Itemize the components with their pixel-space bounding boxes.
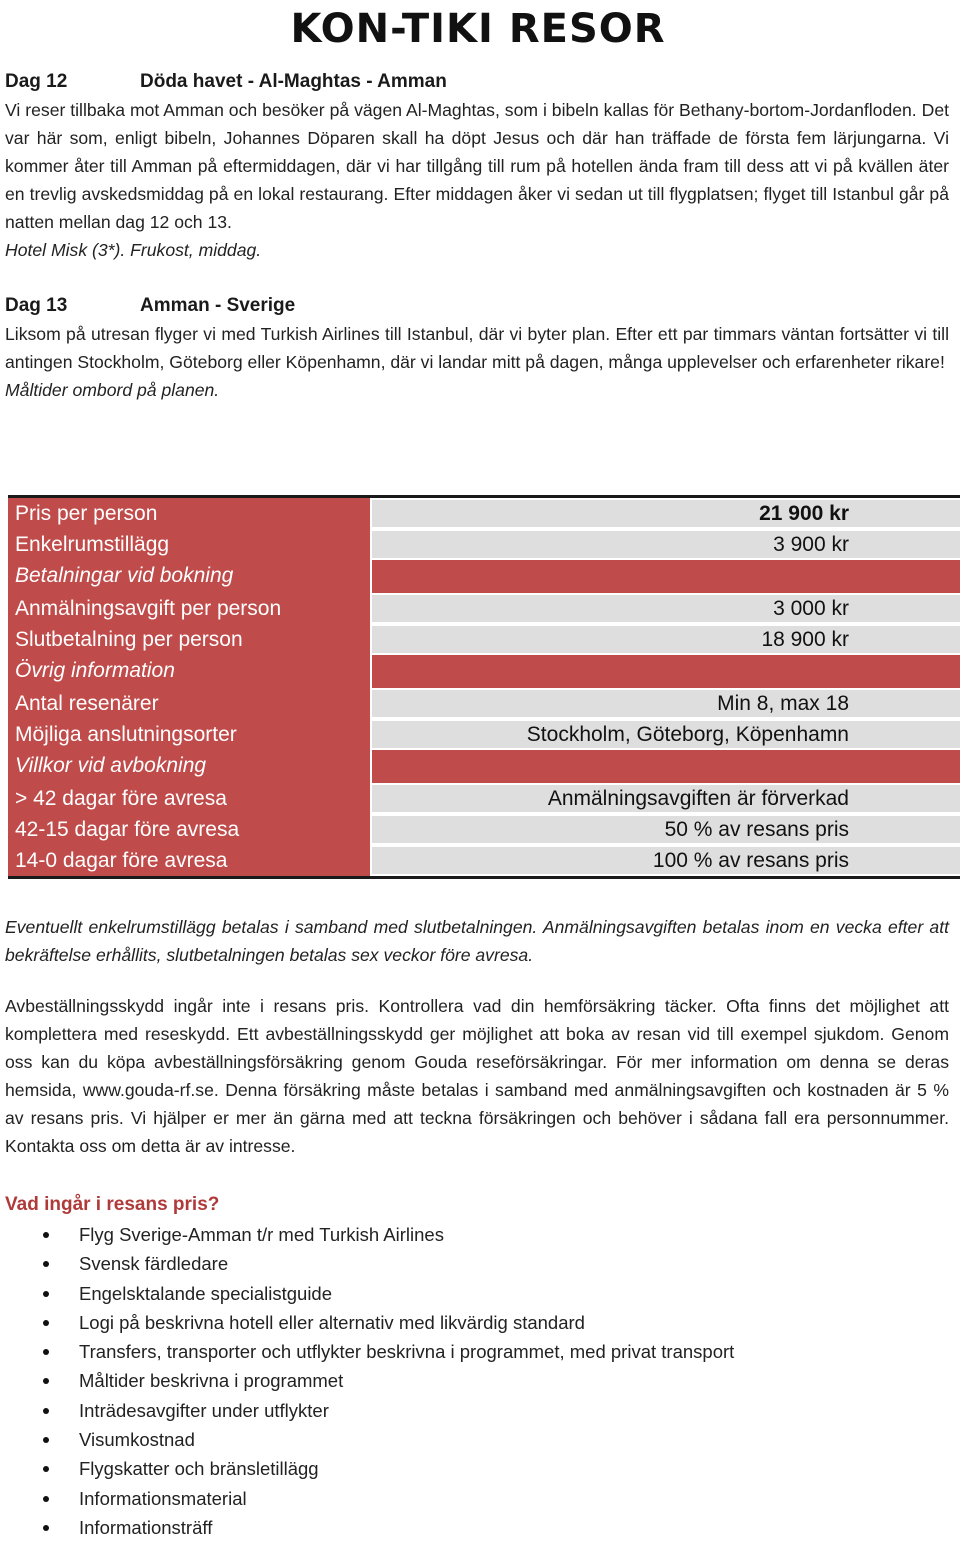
table-row xyxy=(8,719,960,750)
day-13-description: Liksom på utresan flyger vi med Turkish Airlines till Istanbul, där vi byter plan. Efter ett par timmars väntan fortsätter vi till antingen Stockholm, Göteborg eller Köpenhamn, där vi landar mitt på dagen, många upplevelser och erfarenheter rikare! xyxy=(5,324,949,372)
included-heading: Vad ingår i resans pris? xyxy=(5,1194,220,1215)
included-item: Transfers, transporter och utflykter beskrivna i programmet, med privat transport xyxy=(5,1337,949,1366)
row-label: Betalningar vid bokning xyxy=(8,560,370,593)
price-table xyxy=(8,495,960,886)
row-value-cell xyxy=(372,595,960,622)
day-12-heading xyxy=(5,68,949,96)
included-item: Inträdesavgifter under utflykter xyxy=(5,1396,949,1425)
included-list xyxy=(5,1220,949,1542)
day-title: Döda havet - Al-Maghtas - Amman xyxy=(140,71,447,92)
row-value-cell xyxy=(372,690,960,717)
included-item: Informationsträff xyxy=(5,1513,949,1542)
included-item: Flygskatter och bränsletillägg xyxy=(5,1454,949,1483)
row-value: 18 900 kr xyxy=(761,628,849,651)
row-value: Min 8, max 18 xyxy=(717,692,849,715)
table-row xyxy=(8,783,960,814)
day-12-hotel-meals: Hotel Misk (3*). Frukost, middag. xyxy=(5,240,262,260)
table-section-row xyxy=(8,750,960,783)
row-value: 21 900 kr xyxy=(759,502,849,525)
row-value-cell xyxy=(372,500,960,527)
table-row xyxy=(8,624,960,655)
terms-section xyxy=(5,913,949,1542)
row-value-cell xyxy=(372,531,960,558)
table-row xyxy=(8,814,960,845)
table-bottom-rule xyxy=(8,876,960,879)
table-row xyxy=(8,593,960,624)
included-item: Måltider beskrivna i programmet xyxy=(5,1366,949,1395)
row-label: Pris per person xyxy=(8,498,370,529)
row-label: Villkor vid avbokning xyxy=(8,750,370,783)
row-label: > 42 dagar före avresa xyxy=(8,783,370,814)
row-label: Anmälningsavgift per person xyxy=(8,593,370,624)
table-row xyxy=(8,845,960,876)
payment-note: Eventuellt enkelrumstillägg betalas i samband med slutbetalningen. Anmälningsavgiften betalas inom en vecka efter att bekräftelse erhållits, slutbetalningen betalas sex veckor före avresa. xyxy=(5,917,949,965)
table-section-row xyxy=(8,655,960,688)
row-label: 42-15 dagar före avresa xyxy=(8,814,370,845)
row-value: Stockholm, Göteborg, Köpenhamn xyxy=(526,723,849,746)
row-label: Övrig information xyxy=(8,655,370,688)
included-item: Engelsktalande specialistguide xyxy=(5,1279,949,1308)
day-number: Dag 13 xyxy=(5,295,68,316)
table-row xyxy=(8,688,960,719)
table-row xyxy=(8,498,960,529)
included-item: Visumkostnad xyxy=(5,1425,949,1454)
table-section-row xyxy=(8,560,960,593)
day-13-heading xyxy=(5,292,949,320)
row-value-cell xyxy=(372,785,960,812)
row-value-cell xyxy=(372,847,960,874)
row-value-cell xyxy=(372,560,960,593)
row-value: 100 % av resans pris xyxy=(652,849,849,872)
day-12-description: Vi reser tillbaka mot Amman och besöker på vägen Al-Maghtas, som i bibeln kallas för Bethany-bortom-Jordanfloden. Det var här som, enligt bibeln, Johannes Döparen skall ha döpt Jesus och där han träffade de första fem lärjungarna. Vi kommer åter till Amman på eftermiddagen, där vi har tillgång till rum på hotellen ända fram till dess att vi på kvällen äter en trevlig avskedsmiddag på en lokal restaurang. Efter middagen åker vi sedan ut till flygplatsen; flyget till Istanbul går på natten mellan dag 12 och 13. xyxy=(5,100,949,232)
row-value-cell xyxy=(372,750,960,783)
row-value-cell xyxy=(372,721,960,748)
itinerary xyxy=(5,68,949,404)
table-row xyxy=(8,529,960,560)
day-number: Dag 12 xyxy=(5,71,68,92)
row-value-cell xyxy=(372,816,960,843)
row-value: 3 000 kr xyxy=(773,597,849,620)
included-item: Informationsmaterial xyxy=(5,1484,949,1513)
row-value: 3 900 kr xyxy=(773,533,849,556)
row-value-cell xyxy=(372,626,960,653)
row-value: Anmälningsavgiften är förverkad xyxy=(547,787,849,810)
day-title: Amman - Sverige xyxy=(140,295,296,316)
kon-tiki-logo xyxy=(290,4,666,52)
insurance-text: Avbeställningsskydd ingår inte i resans pris. Kontrollera vad din hemförsäkring täcker. Ofta finns det möjlighet att komplettera med reseskydd. Ett avbeställningsskydd ger möjlighet att boka av resan vid till exempel sjukdom. Genom oss kan du köpa avbeställningsförsäkring genom Gouda reseförsäkringar. För mer information om denna se deras hemsida, www.gouda-rf.se. Denna försäkring måste betalas i samband med anmälningsavgiften och kostnaden är 5 % av resans pris. Vi hjälper er mer än gärna med att teckna försäkringen och behöver i sådana fall era personnummer. Kontakta oss om detta är av intresse. xyxy=(5,996,949,1156)
included-item: Flyg Sverige-Amman t/r med Turkish Airlines xyxy=(5,1220,949,1249)
included-item: Logi på beskrivna hotell eller alternativ med likvärdig standard xyxy=(5,1308,949,1337)
included-item: Svensk färdledare xyxy=(5,1249,949,1278)
row-label: Enkelrumstillägg xyxy=(8,529,370,560)
svg-text:KON-TIKI RESOR: KON-TIKI RESOR xyxy=(290,6,666,52)
row-label: Möjliga anslutningsorter xyxy=(8,719,370,750)
row-label: Antal resenärer xyxy=(8,688,370,719)
row-label: 14-0 dagar före avresa xyxy=(8,845,370,876)
row-value: 50 % av resans pris xyxy=(664,818,849,841)
day-13-meals: Måltider ombord på planen. xyxy=(5,380,220,400)
row-label: Slutbetalning per person xyxy=(8,624,370,655)
row-value-cell xyxy=(372,655,960,688)
